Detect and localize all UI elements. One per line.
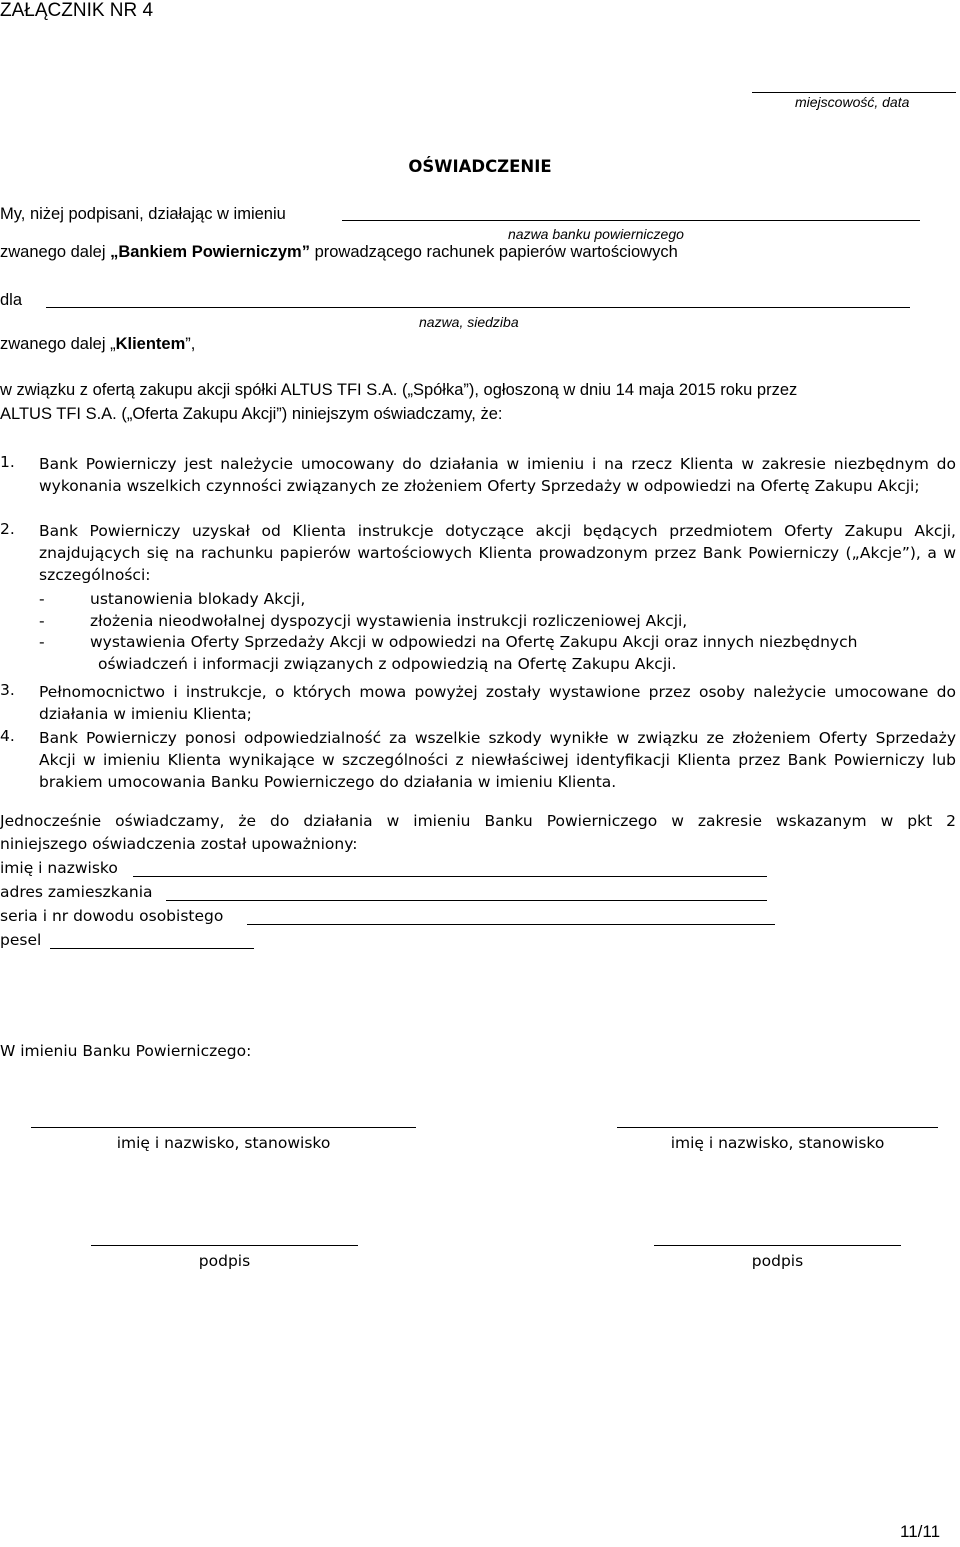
client-line: zwanego dalej „Klientem”, — [0, 335, 196, 353]
authorization-line2: niniejszego oświadczenia został upoważniony: — [0, 835, 358, 853]
client-name-caption: nazwa, siedziba — [419, 314, 519, 330]
field-address-line[interactable] — [166, 900, 767, 901]
point-4 — [0, 727, 960, 793]
subpoint-text: wystawienia Oferty Sprzedaży Akcji w odpowiedzi na Ofertę Zakupu Akcji oraz innych niezbędnych — [90, 633, 858, 651]
subpoint-dash: - — [39, 633, 45, 651]
point-2 — [0, 520, 960, 588]
subpoint-dash: - — [39, 612, 45, 630]
bank-name-caption: nazwa banku powierniczego — [508, 226, 684, 242]
point-1 — [0, 453, 960, 519]
point-text: Bank Powierniczy uzyskał od Klienta instrukcje dotyczące akcji będących przedmiotem Oferty Zakupu Akcji, znajdujących się na rachunku papierów wartościowych Klienta prowadzonym przez Bank Powierniczy („Akcje”), a w szczególności: — [39, 522, 956, 584]
client-name-line — [46, 307, 910, 308]
field-full-name-line[interactable] — [133, 876, 767, 877]
intro-line2: zwanego dalej „Bankiem Powierniczym” prowadzącego rachunek papierów wartościowych — [0, 243, 678, 261]
name-caption-right: imię i nazwisko, stanowisko — [670, 1134, 885, 1152]
authorization-line1: Jednocześnie oświadczamy, że do działania w imieniu Banku Powierniczego w zakresie wskazanym w pkt 2 — [0, 812, 956, 830]
subpoint-text: złożenia nieodwołalnej dyspozycji wystawienia instrukcji rozliczeniowej Akcji, — [90, 612, 688, 630]
signature-line-left — [91, 1245, 358, 1246]
place-date-caption: miejscowość, data — [795, 94, 910, 110]
subpoint-text: ustanowienia blokady Akcji, — [90, 590, 306, 608]
place-date-line — [752, 92, 956, 93]
point-text: Bank Powierniczy ponosi odpowiedzialność za wszelkie szkody wynikłe w związku ze złożeniem Oferty Sprzedaży Akcji w imieniu Klienta wynikające w szczególności z niewłaściwej identyfikacji Klienta przez Bank Powierniczy lub brakiem umocowania Banku Powierniczego do działania w imieniu Klienta. — [39, 729, 956, 791]
signature-caption-right: podpis — [751, 1252, 804, 1270]
field-address-label: adres zamieszkania — [0, 883, 153, 901]
offer-line2: ALTUS TFI S.A. („Oferta Zakupu Akcji”) niniejszym oświadczamy, że: — [0, 405, 503, 423]
name-line-right — [617, 1127, 938, 1128]
offer-line1: w związku z ofertą zakupu akcji spółki ALTUS TFI S.A. („Spółka”), ogłoszoną w dniu 14 maja 2015 roku przez — [0, 381, 798, 399]
field-pesel-line[interactable] — [50, 948, 254, 949]
point-text: Bank Powierniczy jest należycie umocowany do działania w imieniu i na rzecz Klienta w zakresie niezbędnym do wykonania wszelkich czynności związanych ze złożeniem Oferty Sprzedaży w odpowiedzi na Ofertę Zakupu Akcji; — [39, 455, 956, 495]
annex-title: ZAŁĄCZNIK NR 4 — [0, 0, 154, 21]
bank-name-line — [342, 220, 920, 221]
field-full-name-label: imię i nazwisko — [0, 859, 118, 877]
signature-line-right — [654, 1245, 901, 1246]
point-number: 3. — [0, 681, 15, 699]
document-title: OŚWIADCZENIE — [408, 157, 552, 176]
signature-caption-left: podpis — [198, 1252, 251, 1270]
point-3 — [0, 681, 960, 725]
subpoint-dash: - — [39, 590, 45, 608]
name-line-left — [31, 1127, 416, 1128]
intro-line1: My, niżej podpisani, działając w imieniu — [0, 205, 286, 223]
point-number: 2. — [0, 520, 15, 538]
point-number: 1. — [0, 453, 15, 471]
page-number: 11/11 — [900, 1522, 941, 1541]
name-caption-left: imię i nazwisko, stanowisko — [116, 1134, 331, 1152]
on-behalf-label: W imieniu Banku Powierniczego: — [0, 1042, 252, 1060]
point-text: Pełnomocnictwo i instrukcje, o których mowa powyżej zostały wystawione przez osoby należycie umocowane do działania w imieniu Klienta; — [39, 683, 956, 723]
point-number: 4. — [0, 727, 15, 745]
field-pesel-label: pesel — [0, 931, 42, 949]
for-label: dla — [0, 291, 23, 309]
subpoint-3-continuation: oświadczeń i informacji związanych z odpowiedzią na Ofertę Zakupu Akcji. — [98, 655, 677, 673]
field-id-card-line[interactable] — [247, 924, 775, 925]
field-id-card-label: seria i nr dowodu osobistego — [0, 907, 224, 925]
